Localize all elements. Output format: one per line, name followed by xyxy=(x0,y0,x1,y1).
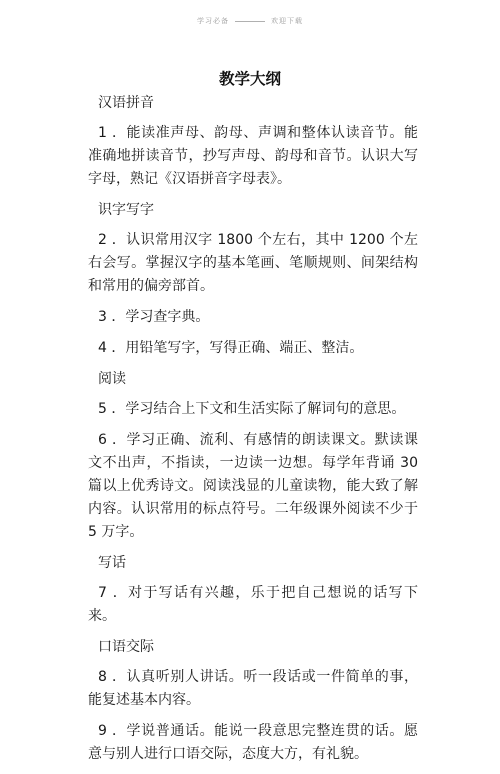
section-heading-reading: 阅读 xyxy=(98,371,126,387)
header-right-text: 欢迎下载 xyxy=(271,17,303,25)
section-heading-writing: 写话 xyxy=(98,555,126,571)
outline-item-3: 3 ．学习查字典。 xyxy=(98,309,210,325)
outline-item-8: 8 ．认真听别人讲话。听一段话或一件简单的事，能复述基本内容。 xyxy=(88,669,418,708)
outline-item-5: 5 ．学习结合上下文和生活实际了解词句的意思。 xyxy=(98,401,406,417)
section-heading-literacy: 识字写字 xyxy=(98,202,154,218)
outline-item-7: 7 ．对于写话有兴趣，乐于把自己想说的话写下来。 xyxy=(88,585,418,624)
header-divider xyxy=(235,21,265,22)
section-heading-oral-communication: 口语交际 xyxy=(98,639,154,655)
outline-item-2: 2 ．认识常用汉字 1800 个左右，其中 1200 个左右会写。掌握汉字的基本笔画、笔顺规则、间架结构和常用的偏旁部首。 xyxy=(88,232,418,294)
section-heading-pinyin: 汉语拼音 xyxy=(98,95,154,111)
page-header xyxy=(0,16,500,26)
outline-item-1: 1 ．能读准声母、韵母、声调和整体认读音节。能准确地拼读音节，抄写声母、韵母和音节。认识大写字母，熟记《汉语拼音字母表》。 xyxy=(88,125,418,187)
document-body xyxy=(88,92,418,774)
document-title: 教学大纲 xyxy=(218,70,281,88)
outline-item-4: 4 ．用铅笔写字，写得正确、端正、整洁。 xyxy=(98,340,364,356)
header-left-text: 学习必备 xyxy=(197,17,229,25)
outline-item-6: 6 ．学习正确、流利、有感情的朗读课文。默读课文不出声，不指读，一边读一边想。每学年背诵 30 篇以上优秀诗文。阅读浅显的儿童读物，能大致了解内容。认识常用的标点符号。二年级课外阅读不少于 5 万字。 xyxy=(88,432,418,540)
outline-item-9: 9 ．学说普通话。能说一段意思完整连贯的话。愿意与别人进行口语交际，态度大方，有礼貌。 xyxy=(88,723,418,762)
